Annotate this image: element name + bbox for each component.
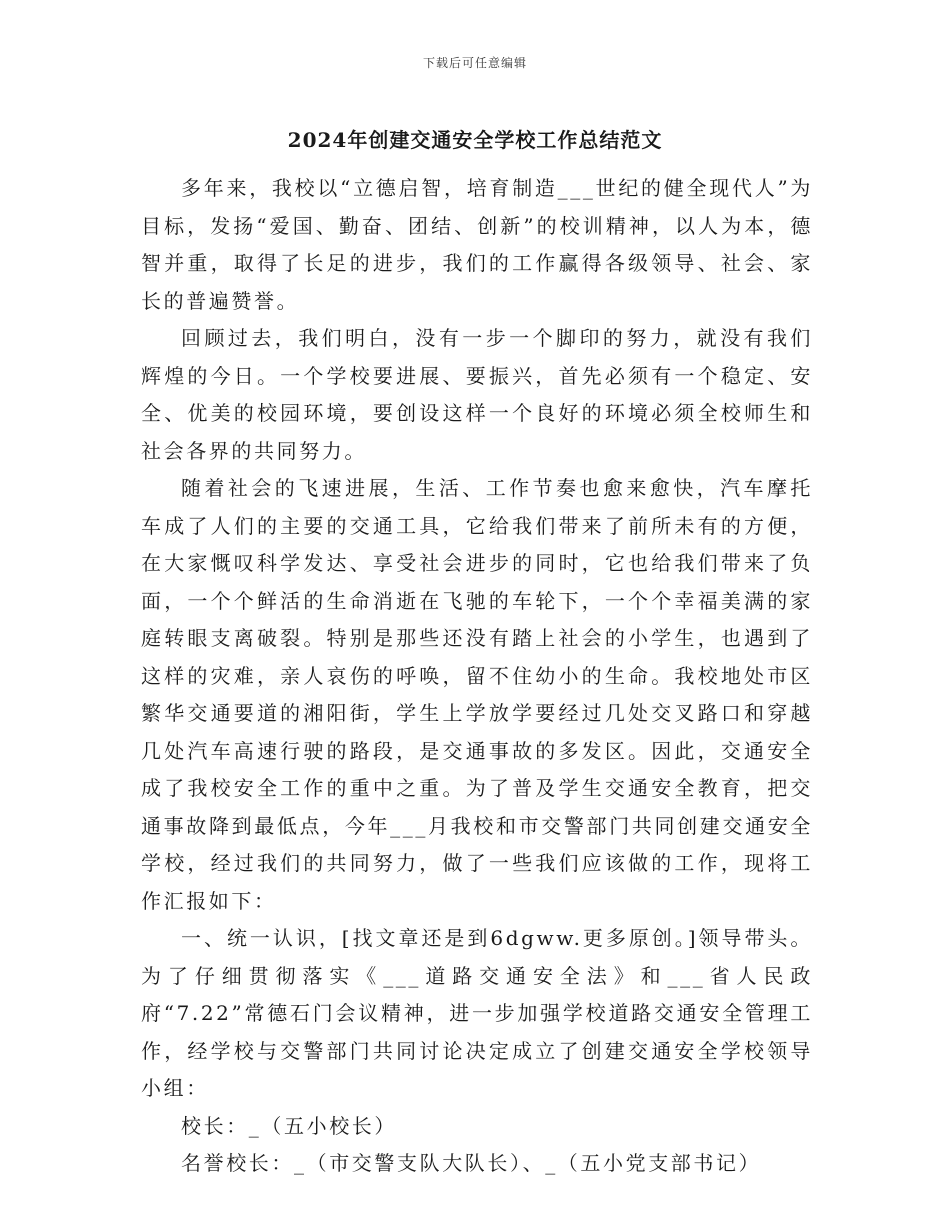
paragraph-background: 随着社会的飞速进展，生活、工作节奏也愈来愈快，汽车摩托车成了人们的主要的交通工具，它给我们带来了前所未有的方便，在大家慨叹科学发达、享受社会进步的同时，它也给我们带来了负面，一个个鲜活的生命消逝在飞驰的车轮下，一个个幸福美满的家庭转眼支离破裂。特别是那些还没有踏上社会的小学生，也遇到了这样的灾难，亲人哀伤的呼唤，留不住幼小的生命。我校地处市区繁华交通要道的湘阳街，学生上学放学要经过几处交叉路口和穿越几处汽车高速行驶的路段，是交通事故的多发区。因此，交通安全成了我校安全工作的重中之重。为了普及学生交通安全教育，把交通事故降到最低点，今年___月我校和市交警部门共同创建交通安全学校，经过我们的共同努力，做了一些我们应该做的工作，现将工作汇报如下： xyxy=(141,476,813,913)
document-title: 2024年创建交通安全学校工作总结范文 xyxy=(287,128,663,152)
paragraph-section-one: 一、统一认识，[找文章还是到6dgww.更多原创。]领导带头。为了仔细贯彻落实《___道路交通安全法》和___省人民政府“7.22”常德石门会议精神，进一步加强学校道路交通安全管理工作，经学校与交警部门共同讨论决定成立了创建交通安全学校领导小组： xyxy=(141,926,813,1100)
header-note: 下载后可任意编辑 xyxy=(422,56,527,70)
role-principal: 校长：_（五小校长） xyxy=(181,1113,397,1138)
paragraph-review: 回顾过去，我们明白，没有一步一个脚印的努力，就没有我们辉煌的今日。一个学校要进展、要振兴，首先必须有一个稳定、安全、优美的校园环境，要创设这样一个良好的环境必须全校师生和社会各界的共同努力。 xyxy=(141,326,813,463)
document-body xyxy=(141,170,813,1183)
role-honorary-principal: 名誉校长：_（市交警支队大队长）、_（五小党支部书记） xyxy=(181,1151,762,1175)
paragraph-intro: 多年来，我校以“立德启智，培育制造___世纪的健全现代人”为目标，发扬“爱国、勤奋、团结、创新”的校训精神，以人为本，德智并重，取得了长足的进步，我们的工作赢得各级领导、社会、家长的普遍赞誉。 xyxy=(141,176,813,313)
